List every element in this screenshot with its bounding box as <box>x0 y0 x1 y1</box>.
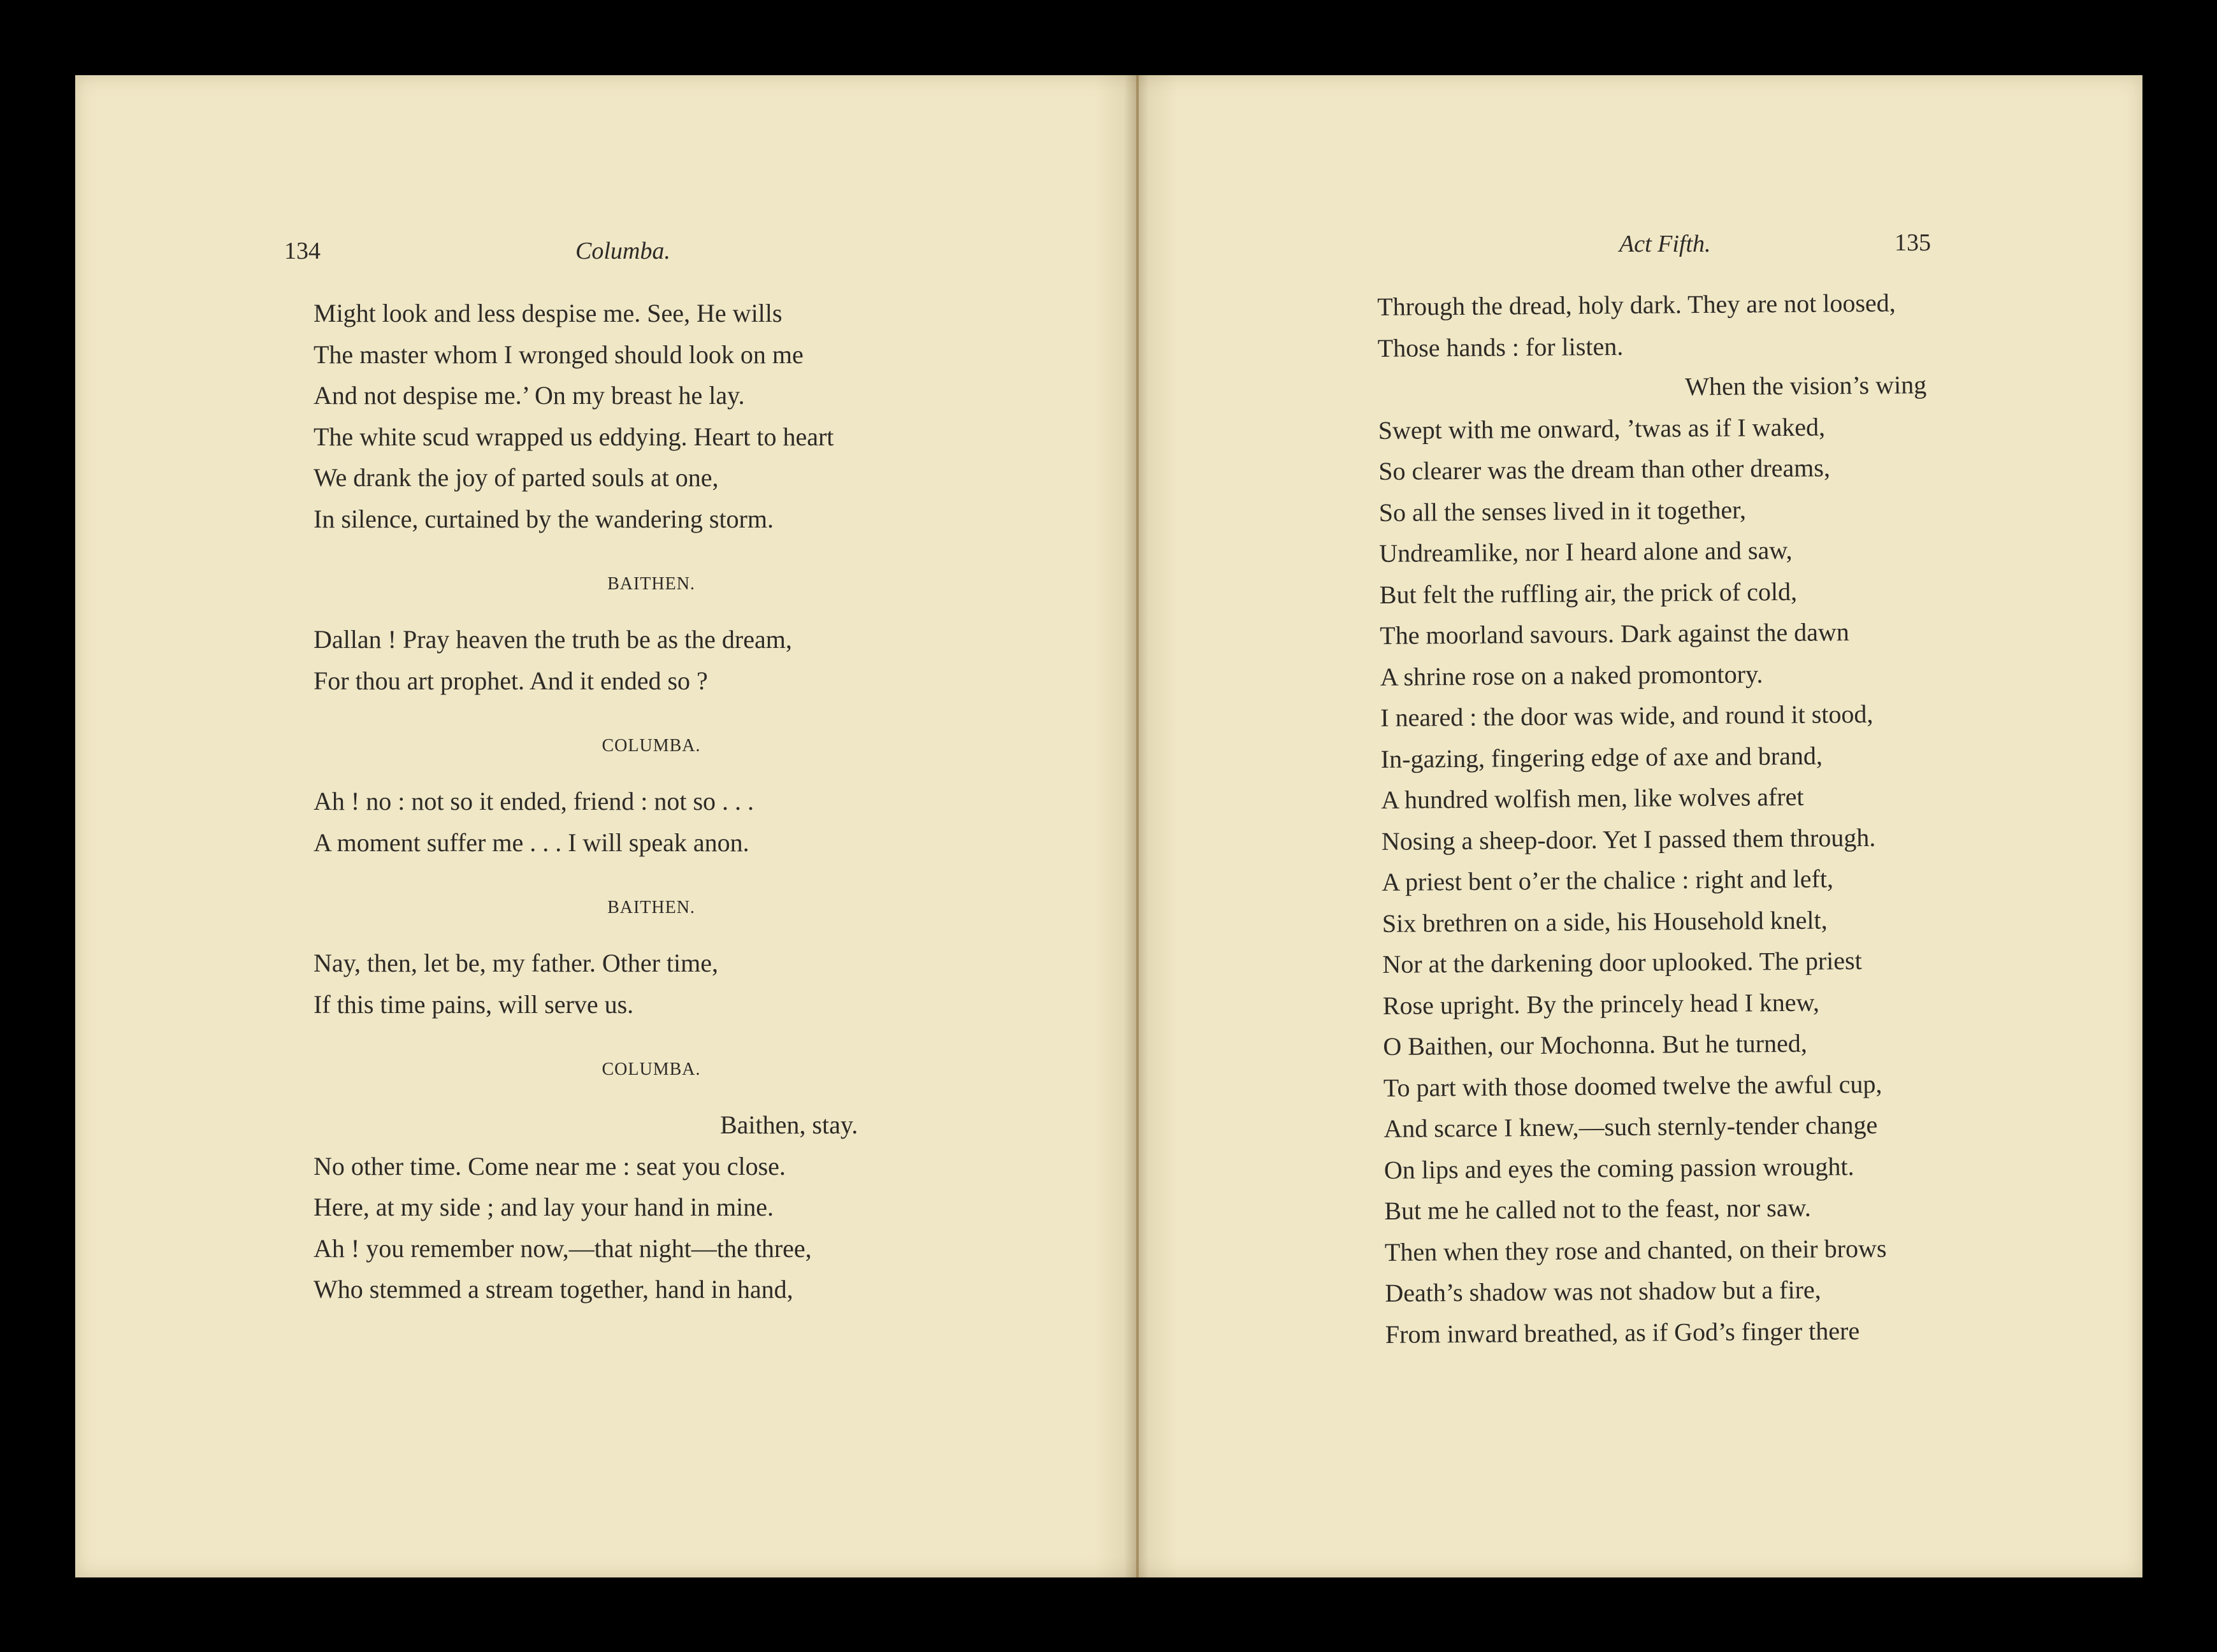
verse-line: So all the senses lived in it together, <box>1378 494 1747 527</box>
verse-line: But felt the ruffling air, the prick of cold, <box>1379 577 1798 609</box>
book-fold <box>1136 75 1139 1577</box>
running-title-left: Columba. <box>575 238 670 264</box>
verse-line: Undreamlike, nor I heard alone and saw, <box>1379 535 1793 568</box>
verse-line: Then when they rose and chanted, on their brows <box>1384 1233 1887 1267</box>
page-number-right: 135 <box>1895 229 1931 256</box>
verse-line: The moorland savours. Dark against the dawn <box>1380 617 1849 650</box>
verse-line: Dallan ! Pray heaven the truth be as the dream, <box>314 625 792 654</box>
verse-line: For thou art prophet. And it ended so ? <box>314 666 708 695</box>
verse-line: From inward breathed, as if God’s finger there <box>1385 1316 1860 1349</box>
speaker-name: BAITHEN. <box>607 898 695 917</box>
speaker-name: BAITHEN. <box>607 574 695 594</box>
verse-line: Ah ! you remember now,—that night—the three, <box>314 1233 812 1263</box>
verse-line: Ah ! no : not so it ended, friend : not so . . . <box>314 787 755 815</box>
verse-line: The white scud wrapped us eddying. Heart to heart <box>314 422 834 451</box>
running-title-right: Act Fifth. <box>1619 231 1711 257</box>
verse-line: When the vision’s wing <box>1685 370 1927 401</box>
verse-line: Six brethren on a side, his Household knelt, <box>1382 905 1828 938</box>
verse-line: But me he called not to the feast, nor saw. <box>1384 1193 1811 1225</box>
verse-line: Nay, then, let be, my father. Other time, <box>314 949 718 977</box>
verse-line: And scarce I knew,—such sternly-tender change <box>1383 1110 1878 1143</box>
verse-line: I neared : the door was wide, and round it stood, <box>1380 699 1874 732</box>
verse-line: Who stemmed a stream together, hand in hand, <box>314 1275 793 1304</box>
verse-line: And not despise me.’ On my breast he lay. <box>314 381 745 410</box>
speaker-name: COLUMBA. <box>602 736 701 756</box>
verse-line: Nosing a sheep-door. Yet I passed them through. <box>1381 822 1876 856</box>
verse-line: If this time pains, will serve us. <box>314 989 634 1019</box>
verse-line: A shrine rose on a naked promontory. <box>1380 659 1763 691</box>
verse-line: O Baithen, our Mochonna. But he turned, <box>1383 1028 1807 1061</box>
verse-line: We drank the joy of parted souls at one, <box>314 463 719 492</box>
right-page-text <box>1377 282 2029 1355</box>
verse-line: Here, at my side ; and lay your hand in mine. <box>314 1193 774 1221</box>
left-page-text <box>314 293 989 1311</box>
speaker-name: COLUMBA. <box>602 1059 701 1079</box>
verse-line: Might look and less despise me. See, He wills <box>314 299 783 327</box>
verse-line: Through the dread, holy dark. They are not loosed, <box>1377 288 1896 321</box>
verse-line: The master whom I wronged should look on me <box>314 340 804 369</box>
verse-line: Nor at the darkening door uplooked. The priest <box>1382 946 1862 979</box>
verse-line: A priest bent o’er the chalice : right and left, <box>1382 864 1834 896</box>
verse-line: So clearer was the dream than other dreams, <box>1378 453 1831 485</box>
book-spread <box>75 75 2142 1577</box>
verse-line: A hundred wolfish men, like wolves afret <box>1381 782 1804 814</box>
verse-line: A moment suffer me . . . I will speak anon. <box>314 828 749 857</box>
verse-line: Rose upright. By the princely head I knew, <box>1382 988 1820 1020</box>
verse-line: In silence, curtained by the wandering storm. <box>314 504 774 533</box>
verse-line: No other time. Come near me : seat you close. <box>314 1151 786 1181</box>
verse-line: On lips and eyes the coming passion wrought. <box>1383 1151 1854 1184</box>
verse-line: To part with those doomed twelve the awful cup, <box>1383 1069 1882 1102</box>
verse-line: In-gazing, fingering edge of axe and brand, <box>1380 741 1823 773</box>
left-page <box>75 75 1133 1577</box>
verse-line: Swept with me onward, ’twas as if I waked, <box>1378 412 1826 445</box>
verse-line: Baithen, stay. <box>720 1110 858 1139</box>
right-page <box>1143 75 2142 1577</box>
verse-line: Those hands : for listen. <box>1377 331 1624 363</box>
verse-line: Death’s shadow was not shadow but a fire, <box>1385 1275 1821 1307</box>
page-number-left: 134 <box>284 238 321 264</box>
